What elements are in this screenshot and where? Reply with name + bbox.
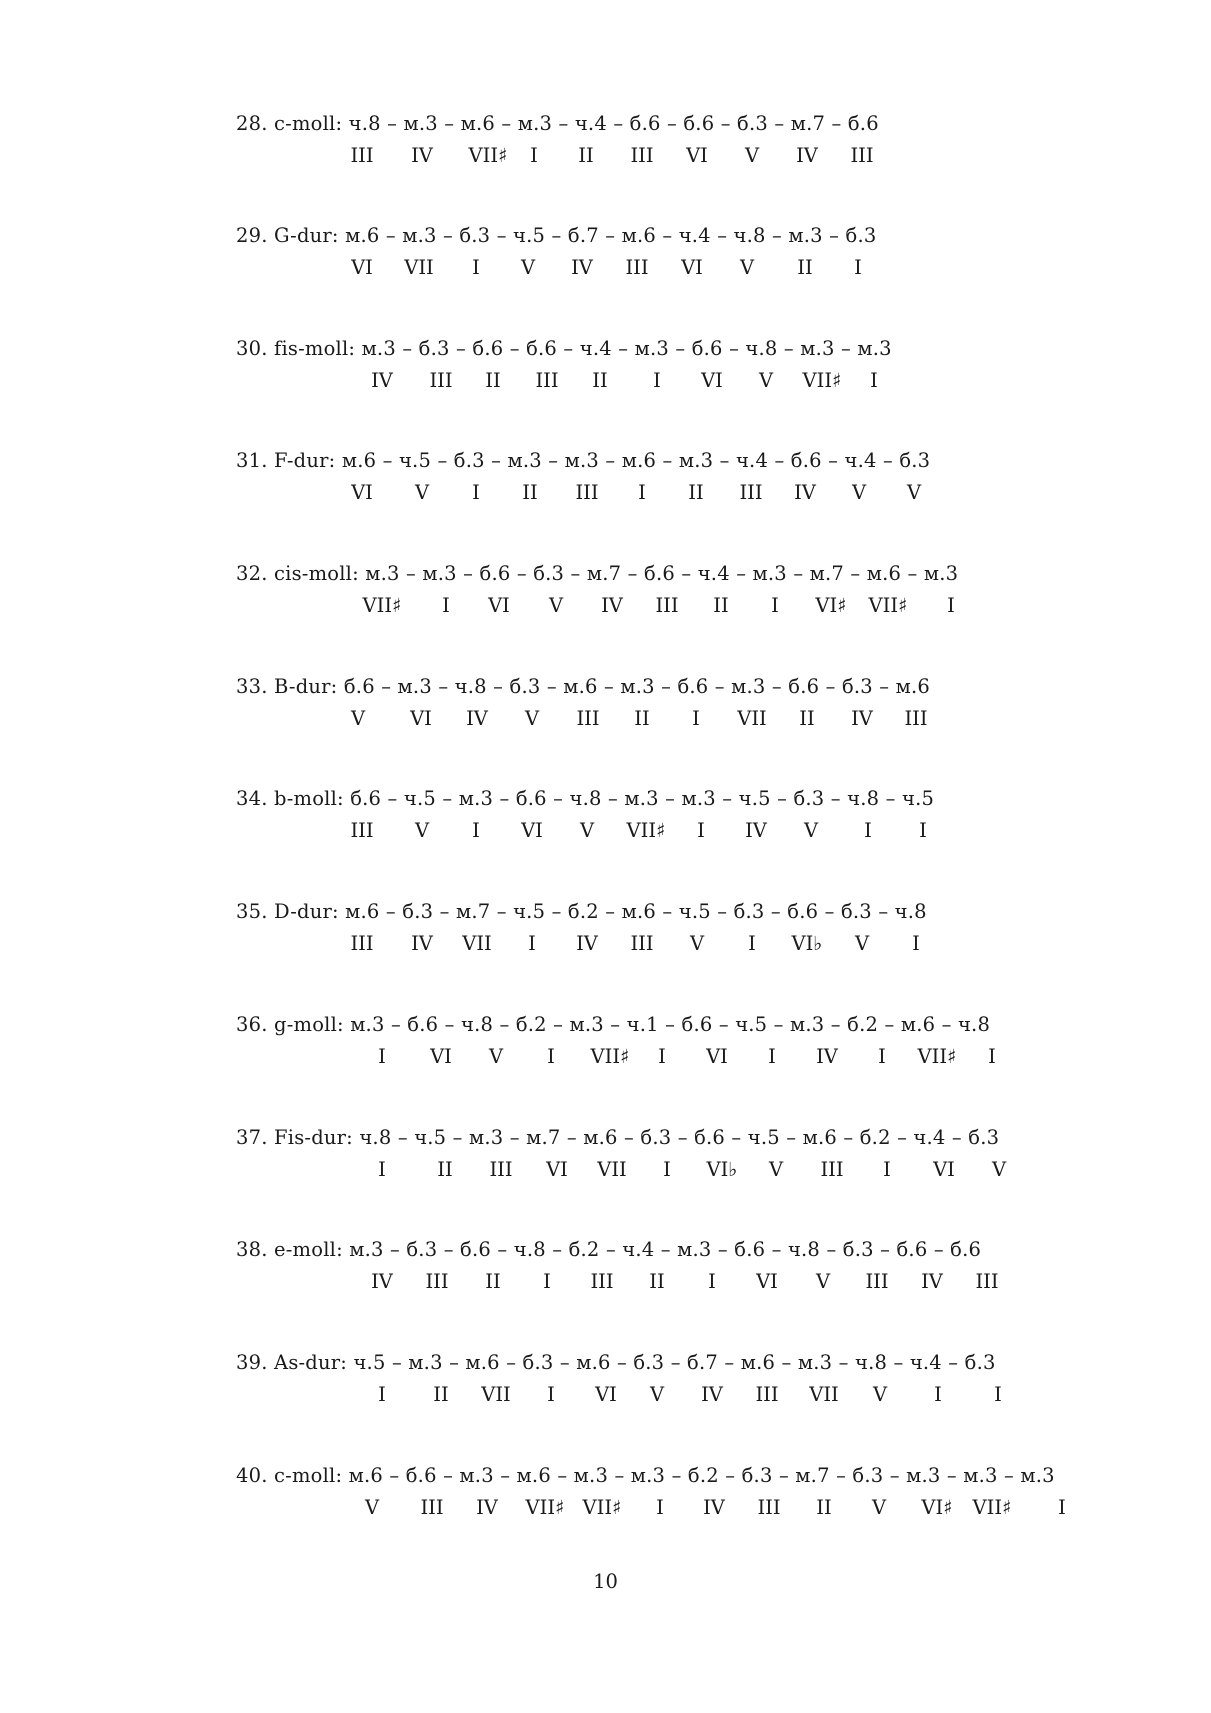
scale-degree: V bbox=[350, 707, 366, 730]
exercise-number: 29. bbox=[236, 224, 268, 247]
scale-degree: I bbox=[708, 1270, 716, 1293]
interval-sequence: м.3 – б.3 – б.6 – б.6 – ч.4 – м.3 – б.6 – ч.8 – м.3 – м.3 bbox=[361, 337, 892, 360]
scale-degree: I bbox=[442, 594, 450, 617]
exercise-29 bbox=[236, 224, 1176, 294]
scale-degree: V bbox=[414, 481, 430, 504]
scale-degree: IV bbox=[794, 481, 816, 504]
interval-sequence: м.3 – б.6 – ч.8 – б.2 – м.3 – ч.1 – б.6 – ч.5 – м.3 – б.2 – м.6 – ч.8 bbox=[350, 1013, 991, 1036]
scale-degree: II bbox=[485, 1270, 501, 1293]
exercise-34 bbox=[236, 787, 1176, 857]
scale-degree: VI bbox=[933, 1158, 955, 1181]
scale-degree: IV bbox=[701, 1383, 723, 1406]
interval-sequence: ч.5 – м.3 – м.6 – б.3 – м.6 – б.3 – б.7 – м.6 – м.3 – ч.8 – ч.4 – б.3 bbox=[353, 1351, 996, 1374]
scale-degree: III bbox=[350, 819, 374, 842]
scale-degree: IV bbox=[601, 594, 623, 617]
scale-degree: III bbox=[655, 594, 679, 617]
exercise-number: 37. bbox=[236, 1126, 268, 1149]
scale-degree: I bbox=[748, 932, 756, 955]
key-label: B-dur: bbox=[274, 675, 338, 698]
exercise-header bbox=[236, 224, 876, 247]
scale-degree: II bbox=[713, 594, 729, 617]
exercise-header bbox=[236, 449, 930, 472]
scale-degree: I bbox=[543, 1270, 551, 1293]
scale-degree: III bbox=[350, 144, 374, 167]
key-label: As-dur: bbox=[274, 1351, 348, 1374]
exercise-39 bbox=[236, 1351, 1176, 1421]
scale-degree: III bbox=[755, 1383, 779, 1406]
degree-row bbox=[236, 1496, 1136, 1522]
scale-degree: VII♯ bbox=[917, 1045, 957, 1068]
scale-degree: I bbox=[878, 1045, 886, 1068]
exercise-32 bbox=[236, 562, 1176, 632]
scale-degree: VII♯ bbox=[362, 594, 402, 617]
scale-degree: II bbox=[797, 256, 813, 279]
scale-degree: VI bbox=[351, 256, 373, 279]
scale-degree: I bbox=[378, 1383, 386, 1406]
scale-degree: VII♯ bbox=[972, 1496, 1012, 1519]
scale-degree: II bbox=[522, 481, 538, 504]
key-label: c-moll: bbox=[274, 1464, 343, 1487]
scale-degree: III bbox=[820, 1158, 844, 1181]
exercise-header bbox=[236, 1351, 996, 1374]
scale-degree: I bbox=[934, 1383, 942, 1406]
scale-degree: VI♭ bbox=[706, 1158, 738, 1181]
scale-degree: I bbox=[663, 1158, 671, 1181]
scale-degree: VII♯ bbox=[802, 369, 842, 392]
interval-sequence: б.6 – ч.5 – м.3 – б.6 – ч.8 – м.3 – м.3 – ч.5 – б.3 – ч.8 – ч.5 bbox=[350, 787, 935, 810]
scale-degree: VI bbox=[701, 369, 723, 392]
exercise-40 bbox=[236, 1464, 1176, 1534]
exercise-37 bbox=[236, 1126, 1176, 1196]
scale-degree: V bbox=[872, 1383, 888, 1406]
scale-degree: IV bbox=[703, 1496, 725, 1519]
exercise-header bbox=[236, 1126, 999, 1149]
exercise-number: 36. bbox=[236, 1013, 268, 1036]
degree-row bbox=[236, 707, 1136, 733]
scale-degree: III bbox=[739, 481, 763, 504]
exercise-36 bbox=[236, 1013, 1176, 1083]
scale-degree: VI bbox=[595, 1383, 617, 1406]
key-label: F-dur: bbox=[274, 449, 336, 472]
scale-degree: VII bbox=[481, 1383, 511, 1406]
key-label: e-moll: bbox=[274, 1238, 343, 1261]
scale-degree: IV bbox=[411, 144, 433, 167]
scale-degree: V bbox=[744, 144, 760, 167]
scale-degree: V bbox=[524, 707, 540, 730]
scale-degree: I bbox=[854, 256, 862, 279]
scale-degree: I bbox=[547, 1383, 555, 1406]
scale-degree: IV bbox=[371, 1270, 393, 1293]
key-label: g-moll: bbox=[274, 1013, 344, 1036]
exercise-header bbox=[236, 1013, 990, 1036]
scale-degree: I bbox=[472, 819, 480, 842]
scale-degree: I bbox=[912, 932, 920, 955]
scale-degree: V bbox=[520, 256, 536, 279]
exercise-number: 31. bbox=[236, 449, 268, 472]
scale-degree: VI♯ bbox=[921, 1496, 953, 1519]
scale-degree: IV bbox=[745, 819, 767, 842]
scale-degree: V bbox=[364, 1496, 380, 1519]
exercise-header bbox=[236, 787, 934, 810]
scale-degree: VII bbox=[462, 932, 492, 955]
scale-degree: V bbox=[488, 1045, 504, 1068]
scale-degree: III bbox=[630, 932, 654, 955]
scale-degree: IV bbox=[796, 144, 818, 167]
scale-degree: III bbox=[489, 1158, 513, 1181]
scale-degree: I bbox=[472, 481, 480, 504]
scale-degree: VI♭ bbox=[791, 932, 823, 955]
scale-degree: V bbox=[579, 819, 595, 842]
scale-degree: IV bbox=[816, 1045, 838, 1068]
scale-degree: III bbox=[850, 144, 874, 167]
interval-sequence: ч.8 – ч.5 – м.3 – м.7 – м.6 – б.3 – б.6 – ч.5 – м.6 – б.2 – ч.4 – б.3 bbox=[359, 1126, 1000, 1149]
scale-degree: VII♯ bbox=[590, 1045, 630, 1068]
key-label: G-dur: bbox=[274, 224, 339, 247]
scale-degree: II bbox=[433, 1383, 449, 1406]
scale-degree: VII♯ bbox=[626, 819, 666, 842]
degree-row bbox=[236, 481, 1136, 507]
scale-degree: VI♯ bbox=[815, 594, 847, 617]
scale-degree: VII♯ bbox=[525, 1496, 565, 1519]
exercise-header bbox=[236, 562, 958, 585]
scale-degree: I bbox=[988, 1045, 996, 1068]
exercise-header bbox=[236, 900, 927, 923]
scale-degree: I bbox=[378, 1045, 386, 1068]
scale-degree: I bbox=[472, 256, 480, 279]
scale-degree: VI bbox=[546, 1158, 568, 1181]
scale-degree: V bbox=[414, 819, 430, 842]
scale-degree: III bbox=[535, 369, 559, 392]
scale-degree: VI bbox=[430, 1045, 452, 1068]
scale-degree: VII♯ bbox=[582, 1496, 622, 1519]
scale-degree: V bbox=[854, 932, 870, 955]
scale-degree: II bbox=[816, 1496, 832, 1519]
scale-degree: V bbox=[649, 1383, 665, 1406]
scale-degree: II bbox=[592, 369, 608, 392]
scale-degree: V bbox=[815, 1270, 831, 1293]
scale-degree: I bbox=[864, 819, 872, 842]
scale-degree: II bbox=[649, 1270, 665, 1293]
scale-degree: I bbox=[697, 819, 705, 842]
exercise-number: 38. bbox=[236, 1238, 268, 1261]
degree-row bbox=[236, 1158, 1136, 1184]
degree-row bbox=[236, 932, 1136, 958]
interval-sequence: м.6 – м.3 – б.3 – ч.5 – б.7 – м.6 – ч.4 – ч.8 – м.3 – б.3 bbox=[345, 224, 877, 247]
scale-degree: VII bbox=[404, 256, 434, 279]
key-label: fis-moll: bbox=[274, 337, 356, 360]
exercise-number: 40. bbox=[236, 1464, 268, 1487]
scale-degree: VII bbox=[737, 707, 767, 730]
scale-degree: VI bbox=[686, 144, 708, 167]
scale-degree: III bbox=[975, 1270, 999, 1293]
scale-degree: VI bbox=[410, 707, 432, 730]
scale-degree: IV bbox=[476, 1496, 498, 1519]
scale-degree: V bbox=[548, 594, 564, 617]
degree-row bbox=[236, 1383, 1136, 1409]
exercise-number: 39. bbox=[236, 1351, 268, 1374]
exercise-header bbox=[236, 1464, 1055, 1487]
scale-degree: III bbox=[865, 1270, 889, 1293]
scale-degree: I bbox=[638, 481, 646, 504]
degree-row bbox=[236, 256, 1136, 282]
scale-degree: IV bbox=[571, 256, 593, 279]
scale-degree: III bbox=[350, 932, 374, 955]
exercise-28 bbox=[236, 112, 1176, 182]
scale-degree: VII bbox=[809, 1383, 839, 1406]
scale-degree: III bbox=[757, 1496, 781, 1519]
scale-degree: V bbox=[758, 369, 774, 392]
key-label: D-dur: bbox=[274, 900, 339, 923]
scale-degree: VII♯ bbox=[868, 594, 908, 617]
scale-degree: III bbox=[625, 256, 649, 279]
scale-degree: V bbox=[689, 932, 705, 955]
scale-degree: VII bbox=[597, 1158, 627, 1181]
degree-row bbox=[236, 144, 1136, 170]
scale-degree: VII♯ bbox=[468, 144, 508, 167]
scale-degree: II bbox=[437, 1158, 453, 1181]
scale-degree: V bbox=[739, 256, 755, 279]
scale-degree: VI bbox=[706, 1045, 728, 1068]
scale-degree: V bbox=[871, 1496, 887, 1519]
scale-degree: III bbox=[429, 369, 453, 392]
scale-degree: IV bbox=[576, 932, 598, 955]
degree-row bbox=[236, 819, 1136, 845]
scale-degree: II bbox=[688, 481, 704, 504]
exercise-35 bbox=[236, 900, 1176, 970]
exercise-number: 34. bbox=[236, 787, 268, 810]
scale-degree: III bbox=[420, 1496, 444, 1519]
scale-degree: II bbox=[634, 707, 650, 730]
scale-degree: I bbox=[530, 144, 538, 167]
scale-degree: I bbox=[870, 369, 878, 392]
interval-sequence: м.6 – б.6 – м.3 – м.6 – м.3 – м.3 – б.2 – б.3 – м.7 – б.3 – м.3 – м.3 – м.3 bbox=[348, 1464, 1055, 1487]
interval-sequence: м.3 – б.3 – б.6 – ч.8 – б.2 – ч.4 – м.3 – б.6 – ч.8 – б.3 – б.6 – б.6 bbox=[349, 1238, 982, 1261]
exercise-header bbox=[236, 337, 892, 360]
scale-degree: I bbox=[653, 369, 661, 392]
key-label: b-moll: bbox=[274, 787, 344, 810]
key-label: c-moll: bbox=[274, 112, 343, 135]
scale-degree: VI bbox=[521, 819, 543, 842]
degree-row bbox=[236, 1270, 1136, 1296]
scale-degree: I bbox=[919, 819, 927, 842]
scale-degree: III bbox=[576, 707, 600, 730]
scale-degree: IV bbox=[851, 707, 873, 730]
interval-sequence: б.6 – м.3 – ч.8 – б.3 – м.6 – м.3 – б.6 – м.3 – б.6 – б.3 – м.6 bbox=[343, 675, 931, 698]
scale-degree: II bbox=[578, 144, 594, 167]
interval-sequence: ч.8 – м.3 – м.6 – м.3 – ч.4 – б.6 – б.6 – б.3 – м.7 – б.6 bbox=[348, 112, 879, 135]
scale-degree: VI bbox=[681, 256, 703, 279]
exercise-38 bbox=[236, 1238, 1176, 1308]
scale-degree: I bbox=[658, 1045, 666, 1068]
degree-row bbox=[236, 1045, 1136, 1071]
scale-degree: I bbox=[768, 1045, 776, 1068]
scale-degree: III bbox=[575, 481, 599, 504]
scale-degree: III bbox=[904, 707, 928, 730]
scale-degree: I bbox=[1058, 1496, 1066, 1519]
scale-degree: V bbox=[991, 1158, 1007, 1181]
degree-row bbox=[236, 369, 1136, 395]
exercise-number: 28. bbox=[236, 112, 268, 135]
scale-degree: IV bbox=[921, 1270, 943, 1293]
scale-degree: I bbox=[947, 594, 955, 617]
scale-degree: IV bbox=[371, 369, 393, 392]
scale-degree: II bbox=[799, 707, 815, 730]
scale-degree: V bbox=[906, 481, 922, 504]
scale-degree: VI bbox=[351, 481, 373, 504]
scale-degree: I bbox=[692, 707, 700, 730]
scale-degree: III bbox=[590, 1270, 614, 1293]
exercise-header bbox=[236, 1238, 981, 1261]
scale-degree: I bbox=[656, 1496, 664, 1519]
scale-degree: I bbox=[771, 594, 779, 617]
exercise-30 bbox=[236, 337, 1176, 407]
scale-degree: II bbox=[485, 369, 501, 392]
scale-degree: V bbox=[768, 1158, 784, 1181]
scale-degree: IV bbox=[411, 932, 433, 955]
degree-row bbox=[236, 594, 1136, 620]
exercise-number: 33. bbox=[236, 675, 268, 698]
exercise-number: 32. bbox=[236, 562, 268, 585]
exercise-number: 30. bbox=[236, 337, 268, 360]
exercise-header bbox=[236, 112, 879, 135]
scale-degree: V bbox=[851, 481, 867, 504]
scale-degree: V bbox=[803, 819, 819, 842]
exercise-31 bbox=[236, 449, 1176, 519]
scale-degree: I bbox=[547, 1045, 555, 1068]
key-label: Fis-dur: bbox=[274, 1126, 353, 1149]
exercise-33 bbox=[236, 675, 1176, 745]
scale-degree: VI bbox=[756, 1270, 778, 1293]
scale-degree: I bbox=[528, 932, 536, 955]
interval-sequence: м.3 – м.3 – б.6 – б.3 – м.7 – б.6 – ч.4 – м.3 – м.7 – м.6 – м.3 bbox=[365, 562, 959, 585]
exercise-number: 35. bbox=[236, 900, 268, 923]
interval-sequence: м.6 – б.3 – м.7 – ч.5 – б.2 – м.6 – ч.5 – б.3 – б.6 – б.3 – ч.8 bbox=[345, 900, 927, 923]
scale-degree: I bbox=[883, 1158, 891, 1181]
scale-degree: III bbox=[425, 1270, 449, 1293]
page-number: 10 bbox=[593, 1570, 618, 1593]
interval-sequence: м.6 – ч.5 – б.3 – м.3 – м.3 – м.6 – м.3 – ч.4 – б.6 – ч.4 – б.3 bbox=[341, 449, 931, 472]
scale-degree: I bbox=[378, 1158, 386, 1181]
exercise-header bbox=[236, 675, 930, 698]
scale-degree: VI bbox=[488, 594, 510, 617]
scale-degree: III bbox=[630, 144, 654, 167]
scale-degree: I bbox=[994, 1383, 1002, 1406]
key-label: cis-moll: bbox=[274, 562, 359, 585]
scale-degree: IV bbox=[466, 707, 488, 730]
